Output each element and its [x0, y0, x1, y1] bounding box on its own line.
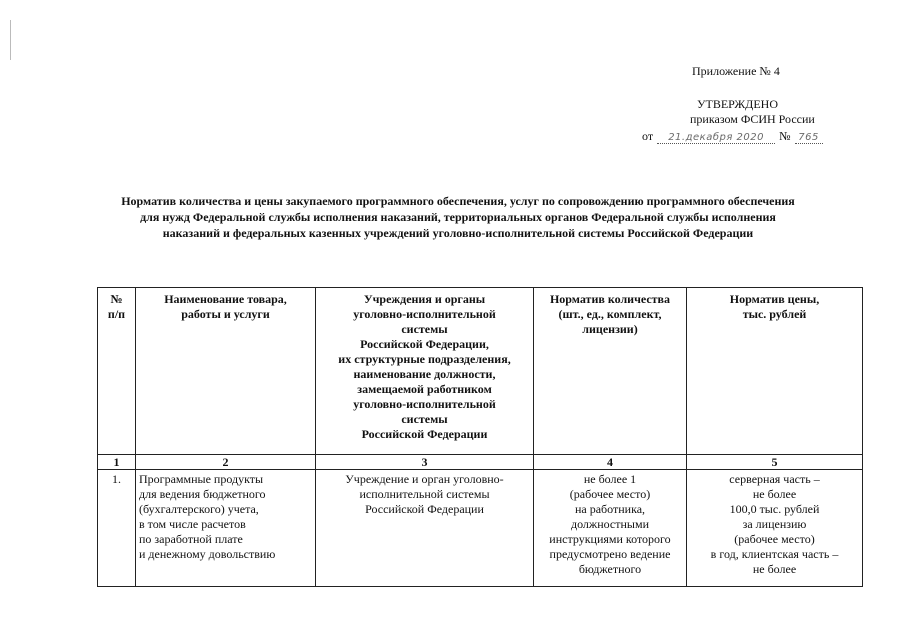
row-quantity-norm: не более 1 (рабочее место) на работника, должностными инструкциями которого предусмотрено ведение бюджетного: [534, 470, 687, 587]
norm-table: [97, 287, 863, 587]
number-prefix: №: [779, 129, 791, 143]
header-institution: Учреждения и органы уголовно-исполнительной системы Российской Федерации, их структурные подразделения, наименование должности, замещаемой работником уголовно-исполнительной системы Российской Федерации: [316, 288, 534, 455]
column-number: 3: [316, 455, 534, 470]
table-row: [98, 470, 863, 587]
order-reference: приказом ФСИН России: [690, 112, 815, 126]
column-number: 5: [687, 455, 863, 470]
column-number: 1: [98, 455, 136, 470]
order-date-line: [642, 129, 852, 144]
margin-mark: [10, 20, 11, 60]
header-quantity: Норматив количества (шт., ед., комплект, лицензии): [534, 288, 687, 455]
table-header-row: [98, 288, 863, 455]
column-number: 4: [534, 455, 687, 470]
approved-stamp: УТВЕРЖДЕНО: [697, 97, 779, 111]
header-price: Норматив цены, тыс. рублей: [687, 288, 863, 455]
column-number: 2: [136, 455, 316, 470]
handwritten-number: 765: [795, 132, 823, 144]
date-prefix: от: [642, 129, 654, 143]
row-item-name: Программные продукты для ведения бюджетного (бухгалтерского) учета, в том числе расчетов по заработной плате и денежному довольствию: [136, 470, 316, 587]
row-institution: Учреждение и орган уголовно- исполнительной системы Российской Федерации: [316, 470, 534, 587]
column-number-row: [98, 455, 863, 470]
row-number: 1.: [98, 470, 136, 587]
row-price-norm: серверная часть – не более 100,0 тыс. рублей за лицензию (рабочее место) в год, клиентская часть – не более: [687, 470, 863, 587]
document-title: Норматив количества и цены закупаемого программного обеспечения, услуг по сопровождению программного обеспечения для нужд Федеральной службы исполнения наказаний, территориальных органов Федеральной службы исполнения наказаний и федеральных казенных учреждений уголовно-исполнительной системы Российской Федерации: [121, 194, 795, 240]
handwritten-date: 21.декабря 2020: [657, 132, 775, 144]
header-name: Наименование товара, работы и услуги: [136, 288, 316, 455]
header-number: № п/п: [98, 288, 136, 455]
appendix-label: Приложение № 4: [692, 64, 780, 78]
